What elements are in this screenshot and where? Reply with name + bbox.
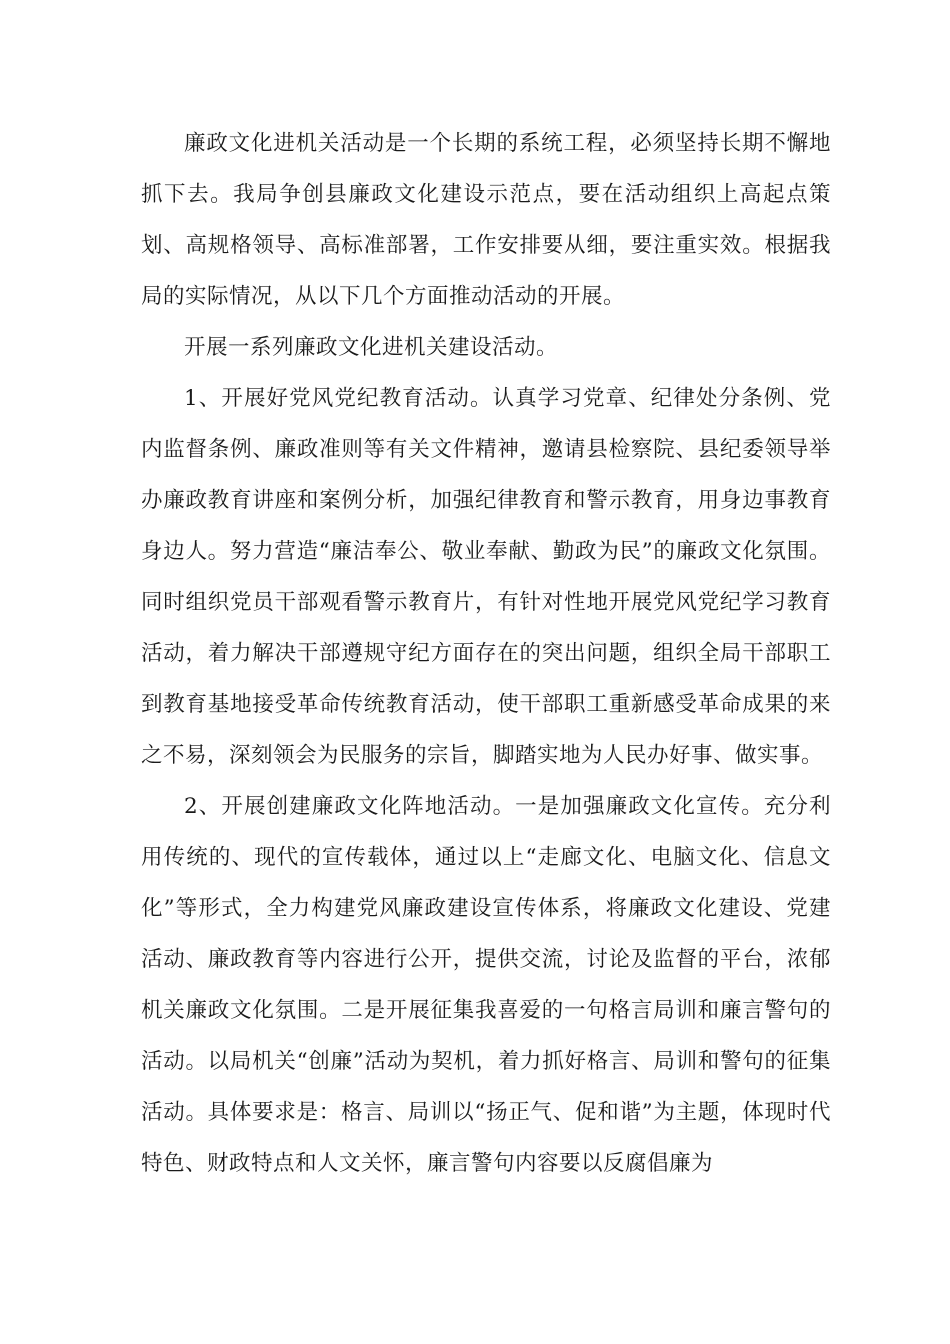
paragraph-intro: 廉政文化进机关活动是一个长期的系统工程，必须坚持长期不懈地抓下去。我局争创县廉政文化建设示范点，要在活动组织上高起点策划、高规格领导、高标准部署，工作安排要从细，要注重实效。根据我局的实际情况，从以下几个方面推动活动的开展。 bbox=[141, 131, 831, 309]
paragraph-heading: 开展一系列廉政文化进机关建设活动。 bbox=[184, 335, 559, 360]
paragraph-item-1: 1、开展好党风党纪教育活动。认真学习党章、纪律处分条例、党内监督条例、廉政准则等有关文件精神，邀请县检察院、县纪委领导举办廉政教育讲座和案例分析，加强纪律教育和警示教育，用身边事教育身边人。努力营造“廉洁奉公、敬业奉献、勤政为民”的廉政文化氛围。同时组织党员干部观看警示教育片，有针对性地开展党风党纪学习教育活动，着力解决干部遵规守纪方面存在的突出问题，组织全局干部职工到教育基地接受革命传统教育活动，使干部职工重新感受革命成果的来之不易，深刻领会为民服务的宗旨，脚踏实地为人民办好事、做实事。 bbox=[141, 386, 831, 768]
document-body bbox=[141, 118, 831, 1189]
paragraph-item-2: 2、开展创建廉政文化阵地活动。一是加强廉政文化宣传。充分利用传统的、现代的宣传载体，通过以上“走廊文化、电脑文化、信息文化”等形式，全力构建党风廉政建设宣传体系，将廉政文化建设、党建活动、廉政教育等内容进行公开，提供交流，讨论及监督的平台，浓郁机关廉政文化氛围。二是开展征集我喜爱的一句格言局训和廉言警句的活动。以局机关“创廉”活动为契机，着力抓好格言、局训和警句的征集活动。具体要求是：格言、局训以“扬正气、促和谐”为主题，体现时代特色、财政特点和人文关怀，廉言警句内容要以反腐倡廉为 bbox=[141, 794, 831, 1176]
